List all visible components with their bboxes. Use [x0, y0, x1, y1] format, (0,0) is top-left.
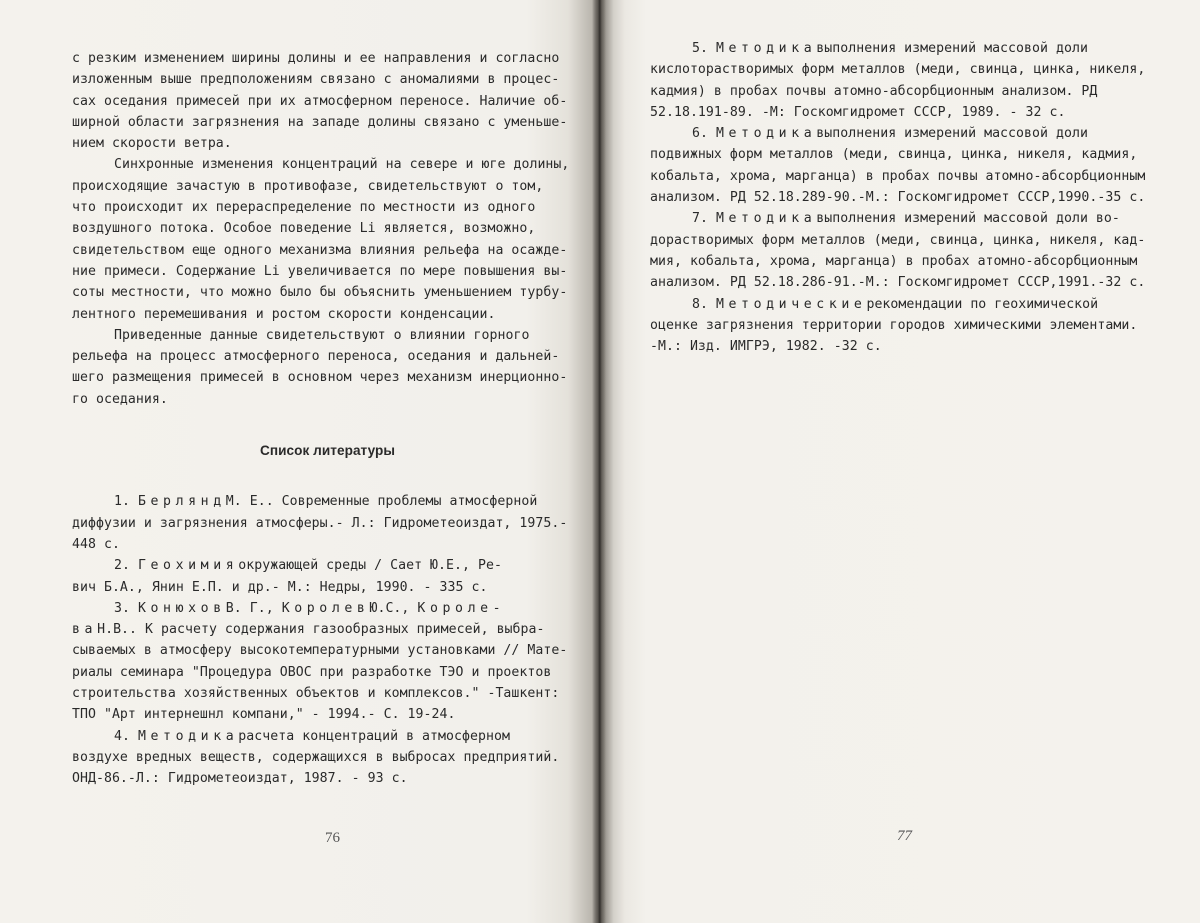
text-line: 448 с.: [72, 536, 120, 552]
text-line: дорастворимых форм металлов (меди, свинца, цинка, никеля, кад-: [650, 232, 1146, 248]
reference-first-line: [650, 123, 1185, 144]
reference-spaced-word: Берлянд: [137, 494, 226, 510]
text-line: ширной области загрязнения на западе долины связано с уменьше-: [72, 114, 568, 130]
reference-first-line: [72, 491, 598, 512]
right-page-text: [650, 38, 1185, 357]
page-number-right: 77: [897, 828, 912, 844]
text-line: воздухе вредных веществ, содержащихся в выбросах предприятий.: [72, 749, 560, 765]
reference-number: 2.: [114, 558, 138, 574]
paragraph-1: [72, 48, 598, 154]
reference-text: В. Г.,: [225, 600, 282, 616]
reference-spaced-word: Методические: [715, 296, 867, 312]
text-line: шего размещения примесей в основном через механизм инерционно-: [72, 370, 568, 386]
reference-spaced-word: ва: [72, 622, 98, 638]
text-line: -М.: Изд. ИМГРЭ, 1982. -32 с.: [650, 339, 882, 355]
text-line: что происходит их перераспределение по местности из одного: [72, 200, 536, 216]
text-line: го оседания.: [72, 391, 168, 407]
reference-number: 1.: [114, 494, 138, 510]
text-line: лентного перемешивания и ростом скорости конденсации.: [72, 306, 496, 322]
text-line: строительства хозяйственных объектов и комплексов." -Ташкент:: [72, 686, 560, 702]
reference-number: 8.: [692, 296, 716, 312]
reference-spaced-word: Геохимия: [137, 558, 239, 574]
reference-spaced-word: Методика: [137, 728, 239, 744]
reference-text: выполнения измерений массовой доли: [816, 126, 1088, 142]
reference-first-line: [72, 598, 598, 619]
text-line: соты местности, что можно было бы объяснить уменьшением турбу-: [72, 285, 568, 301]
text-line: ТПО "Арт интернешнл компани," - 1994.- С. 19-24.: [72, 707, 456, 723]
paragraph-3: [72, 325, 598, 410]
reference-first-line: [650, 38, 1185, 59]
text-line: Приведенные данные свидетельствуют о влиянии горного: [114, 327, 530, 343]
text-line: рельефа на процесс атмосферного переноса, оседания и дальней-: [72, 349, 560, 365]
reference-text: Ю.С.,: [369, 600, 418, 616]
reference-text: рекомендации по геохимической: [866, 296, 1099, 312]
reference-first-line: [72, 726, 598, 747]
text-line: ОНД-86.-Л.: Гидрометеоиздат, 1987. - 93 с.: [72, 771, 408, 787]
text-line: сах оседания примесей при их атмосферном переносе. Наличие об-: [72, 93, 568, 109]
reference-first-line: [650, 294, 1185, 315]
text-line: с резким изменением ширины долины и ее направления и согласно: [72, 51, 560, 66]
text-line: риалы семинара "Процедура ОВОС при разработке ТЭО и проектов: [72, 664, 552, 680]
reference-8: [650, 294, 1185, 358]
text-line: кобальта, хрома, марганца) в пробах почвы атомно-абсорбционным: [650, 168, 1146, 184]
reference-text: выполнения измерений массовой доли: [816, 41, 1088, 56]
reference-text: М. Е.. Современные проблемы атмосферной: [225, 494, 538, 510]
text-line: [72, 619, 598, 640]
text-line: воздушного потока. Особое поведение Li является, возможно,: [72, 221, 536, 237]
text-line: кислоторастворимых форм металлов (меди, свинца, цинка, никеля,: [650, 62, 1146, 78]
text-line: мия, кобальта, хрома, марганца) в пробах атомно-абсорбционным: [650, 253, 1138, 269]
reference-7: [650, 208, 1185, 293]
reference-first-line: [650, 208, 1185, 229]
reference-spaced-word: Конюхов: [137, 600, 226, 616]
reference-number: 7.: [692, 211, 716, 227]
text-line: оценке загрязнения территории городов химическими элементами.: [650, 317, 1138, 333]
reference-text: окружающей среды / Сает Ю.Е., Ре-: [238, 558, 502, 574]
reference-5: [650, 38, 1185, 123]
reference-spaced-word: Методика: [715, 126, 817, 142]
text-line: изложенным выше предположениям связано с аномалиями в процес-: [72, 72, 560, 88]
text-line: 52.18.191-89. -М: Госкомгидромет СССР, 1989. - 32 с.: [650, 104, 1066, 120]
reference-spaced-word: Методика: [715, 211, 817, 227]
text-line: сываемых в атмосферу высокотемпературными установками // Мате-: [72, 643, 568, 659]
reference-spaced-word: Методика: [715, 41, 817, 56]
text-line: анализом. РД 52.18.286-91.-М.: Госкомгидромет СССР,1991.-32 с.: [650, 275, 1146, 291]
page-number-left: 76: [325, 830, 340, 846]
reference-spaced-word: Короле-: [417, 600, 506, 616]
text-line: ние примеси. Содержание Li увеличивается по мере повышения вы-: [72, 263, 568, 279]
text-line: Синхронные изменения концентраций на севере и юге долины,: [114, 157, 570, 173]
reference-first-line: [72, 555, 598, 576]
text-line: подвижных форм металлов (меди, свинца, цинка, никеля, кадмия,: [650, 147, 1138, 163]
text-line: кадмия) в пробах почвы атомно-абсорбционным анализом. РД: [650, 83, 1098, 99]
reference-6: [650, 123, 1185, 208]
reference-text: выполнения измерений массовой доли во-: [816, 211, 1120, 227]
references-heading: Список литературы: [260, 443, 396, 459]
reference-number: 5.: [692, 41, 716, 56]
reference-1: [72, 491, 598, 555]
text-line: происходящие зачастую в противофазе, свидетельствуют о том,: [72, 178, 544, 194]
reference-number: 4.: [114, 728, 138, 744]
text-line: вич Б.А., Янин Е.П. и др.- М.: Недры, 1990. - 335 с.: [72, 579, 488, 595]
reference-spaced-word: Королев: [281, 600, 370, 616]
reference-text: Н.В.. К расчету содержания газообразных примесей, выбра-: [97, 622, 545, 638]
text-line: нием скорости ветра.: [72, 136, 232, 152]
reference-number: 6.: [692, 126, 716, 142]
text-line: анализом. РД 52.18.289-90.-М.: Госкомгидромет СССР,1990.-35 с.: [650, 190, 1146, 206]
reference-number: 3.: [114, 600, 138, 616]
text-line: свидетельством еще одного механизма влияния рельефа на осажде-: [72, 242, 568, 258]
reference-2: [72, 555, 598, 598]
left-page-text: [72, 48, 598, 790]
paragraph-2: [72, 154, 598, 324]
text-line: диффузии и загрязнения атмосферы.- Л.: Гидрометеоиздат, 1975.-: [72, 515, 568, 531]
reference-text: расчета концентраций в атмосферном: [238, 728, 510, 744]
reference-3: [72, 598, 598, 726]
reference-4: [72, 726, 598, 790]
